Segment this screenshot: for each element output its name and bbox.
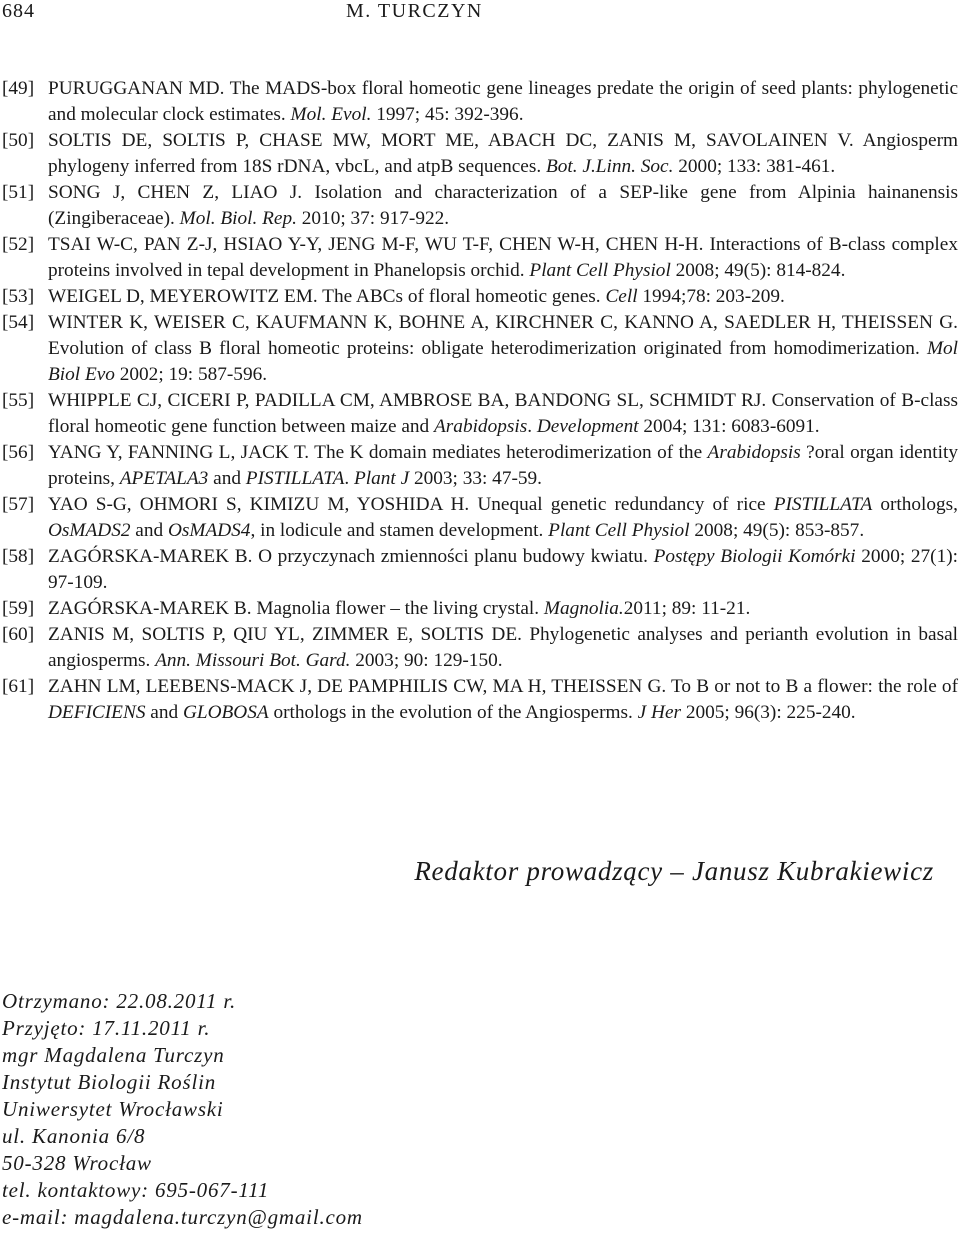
reference-italic-text: Arabidopsis [434, 416, 528, 437]
author-info-line: tel. kontaktowy: 695-067-111 [2, 1178, 270, 1202]
reference-number: [57] [2, 494, 35, 515]
reference-text: 2010; 37: 917-922. [296, 208, 450, 229]
reference-text: 2011; 89: 11-21. [623, 598, 751, 619]
reference-text: SOLTIS DE, SOLTIS P, CHASE MW, MORT ME, ABACH DC, ZANIS M, SAVOLAINEN V. Angiosperm phylogeny inferred from 18S rDNA, vbcL, and atpB sequences. [48, 130, 958, 177]
reference-text: 2008; 49(5): 853-857. [689, 520, 865, 541]
reference-number: [60] [2, 624, 35, 645]
reference-text: ZAGÓRSKA-MAREK B. O przyczynach zmienności planu budowy kwiatu. [48, 546, 654, 567]
reference-text: 1994;78: 203-209. [637, 286, 785, 307]
reference-italic-text: Cell [605, 286, 638, 307]
reference-number: [50] [2, 130, 35, 151]
reference-italic-text: Postępy Biologii Komórki [653, 546, 856, 567]
author-info [2, 988, 363, 1231]
reference-text: orthologs in the evolution of the Angiosperms. [268, 702, 638, 723]
reference-text: TSAI W-C, PAN Z-J, HSIAO Y-Y, JENG M-F, WU T-F, CHEN W-H, CHEN H-H. Interactions of B-class complex proteins involved in tepal development in Phanelopsis orchid. [48, 234, 958, 281]
reference-text: 2000; 133: 381-461. [673, 156, 836, 177]
author-info-line: Przyjęto: 17.11.2011 r. [2, 1016, 211, 1040]
author-info-line: ul. Kanonia 6/8 [2, 1124, 146, 1148]
reference-text: WHIPPLE CJ, CICERI P, PADILLA CM, AMBROSE BA, BANDONG SL, SCHMIDT RJ. Conservation of B-class floral homeotic gene function between maize and [48, 390, 958, 437]
reference-number: [61] [2, 676, 35, 697]
author-info-line: Instytut Biologii Roślin [2, 1070, 217, 1094]
reference-text: ZAHN LM, LEEBENS-MACK J, DE PAMPHILIS CW, MA H, THEISSEN G. To B or not to B a flower: the role of [48, 676, 958, 697]
reference-number: [58] [2, 546, 35, 567]
reference-entry [0, 622, 958, 674]
author-info-line: 50-328 Wrocław [2, 1151, 152, 1175]
reference-text: YAO S-G, OHMORI S, KIMIZU M, YOSHIDA H. Unequal genetic redundancy of rice [48, 494, 774, 515]
reference-italic-text: DEFICIENS [48, 702, 146, 723]
reference-text: and [145, 702, 183, 723]
reference-number: [53] [2, 286, 35, 307]
reference-entry [0, 76, 958, 128]
reference-entry [0, 492, 958, 544]
reference-entry [0, 544, 958, 596]
reference-number: [52] [2, 234, 35, 255]
reference-number: [56] [2, 442, 35, 463]
author-info-line: Uniwersytet Wrocławski [2, 1097, 224, 1121]
reference-number: [55] [2, 390, 35, 411]
reference-italic-text: Development [536, 416, 639, 437]
reference-italic-text: Plant J [354, 468, 410, 489]
editor-note: Redaktor prowadzący – Janusz Kubrakiewicz [414, 856, 934, 886]
reference-text: 2008; 49(5): 814-824. [670, 260, 846, 281]
author-info-line: Otrzymano: 22.08.2011 r. [2, 989, 237, 1013]
reference-number: [51] [2, 182, 35, 203]
reference-italic-text: OsMADS4 [167, 520, 251, 541]
reference-entry [0, 440, 958, 492]
reference-text: WINTER K, WEISER C, KAUFMANN K, BOHNE A, KIRCHNER C, KANNO A, SAEDLER H, THEISSEN G. Evolution of class B floral homeotic proteins: obligate heterodimerization originated from homodimerization. [48, 312, 958, 359]
reference-italic-text: Mol. Biol. Rep. [179, 208, 297, 229]
reference-text: ZANIS M, SOLTIS P, QIU YL, ZIMMER E, SOLTIS DE. Phylogenetic analyses and perianth evolution in basal angiosperms. [48, 624, 958, 671]
reference-text: ?oral organ identity proteins, [48, 442, 958, 489]
reference-italic-text: Mol Biol Evo [48, 338, 958, 385]
reference-number: [49] [2, 78, 35, 99]
reference-text: and [208, 468, 246, 489]
reference-italic-text: J Her [637, 702, 682, 723]
reference-italic-text: Mol. Evol. [290, 104, 372, 125]
reference-text: 2005; 96(3): 225-240. [681, 702, 856, 723]
reference-text: 2000; 27(1): 97-109. [48, 546, 958, 593]
reference-italic-text: Bot. J.Linn. Soc. [545, 156, 674, 177]
reference-text: 2004; 131: 6083-6091. [638, 416, 820, 437]
reference-text: WEIGEL D, MEYEROWITZ EM. The ABCs of floral homeotic genes. [48, 286, 606, 307]
reference-italic-text: APETALA3 [119, 468, 209, 489]
reference-number: [54] [2, 312, 35, 333]
reference-text: YANG Y, FANNING L, JACK T. The K domain mediates heterodimerization of the [48, 442, 708, 463]
reference-text: 1997; 45: 392-396. [371, 104, 524, 125]
reference-italic-text: Plant Cell Physiol [529, 260, 671, 281]
reference-italic-text: PISTILLATA [245, 468, 345, 489]
reference-entry [0, 388, 958, 440]
reference-italic-text: Arabidopsis [707, 442, 801, 463]
page-number: 684 [2, 0, 35, 22]
reference-italic-text: GLOBOSA [182, 702, 269, 723]
reference-text: 2002; 19: 587-596. [114, 364, 268, 385]
reference-text: . [527, 416, 537, 437]
running-title: M. TURCZYN [346, 0, 483, 22]
reference-text: SONG J, CHEN Z, LIAO J. Isolation and characterization of a SEP-like gene from Alpinia hainanensis (Zingiberaceae). [48, 182, 958, 229]
reference-italic-text: Ann. Missouri Bot. Gard. [155, 650, 351, 671]
reference-text: orthologs, [872, 494, 959, 515]
reference-entry [0, 232, 958, 284]
author-info-line: mgr Magdalena Turczyn [2, 1043, 225, 1067]
reference-italic-text: Plant Cell Physiol [548, 520, 690, 541]
reference-text: and [130, 520, 168, 541]
reference-text: 2003; 90: 129-150. [350, 650, 503, 671]
reference-italic-text: PISTILLATA [773, 494, 873, 515]
reference-list [0, 76, 958, 726]
reference-text: . [344, 468, 354, 489]
reference-number: [59] [2, 598, 35, 619]
reference-text: 2003; 33: 47-59. [409, 468, 542, 489]
reference-entry [0, 596, 958, 622]
page-header [0, 0, 960, 30]
reference-entry [0, 674, 958, 726]
reference-entry [0, 180, 958, 232]
reference-entry [0, 284, 958, 310]
reference-entry [0, 310, 958, 388]
reference-text: ZAGÓRSKA-MAREK B. Magnolia flower – the living crystal. [48, 598, 544, 619]
author-info-line: e-mail: magdalena.turczyn@gmail.com [2, 1205, 363, 1229]
reference-entry [0, 128, 958, 180]
reference-italic-text: OsMADS2 [48, 520, 131, 541]
reference-italic-text: Magnolia. [543, 598, 624, 619]
reference-text: PURUGGANAN MD. The MADS-box floral homeotic gene lineages predate the origin of seed plants: phylogenetic and molecular clock estimates. [48, 78, 958, 125]
reference-text: , in lodicule and stamen development. [250, 520, 549, 541]
